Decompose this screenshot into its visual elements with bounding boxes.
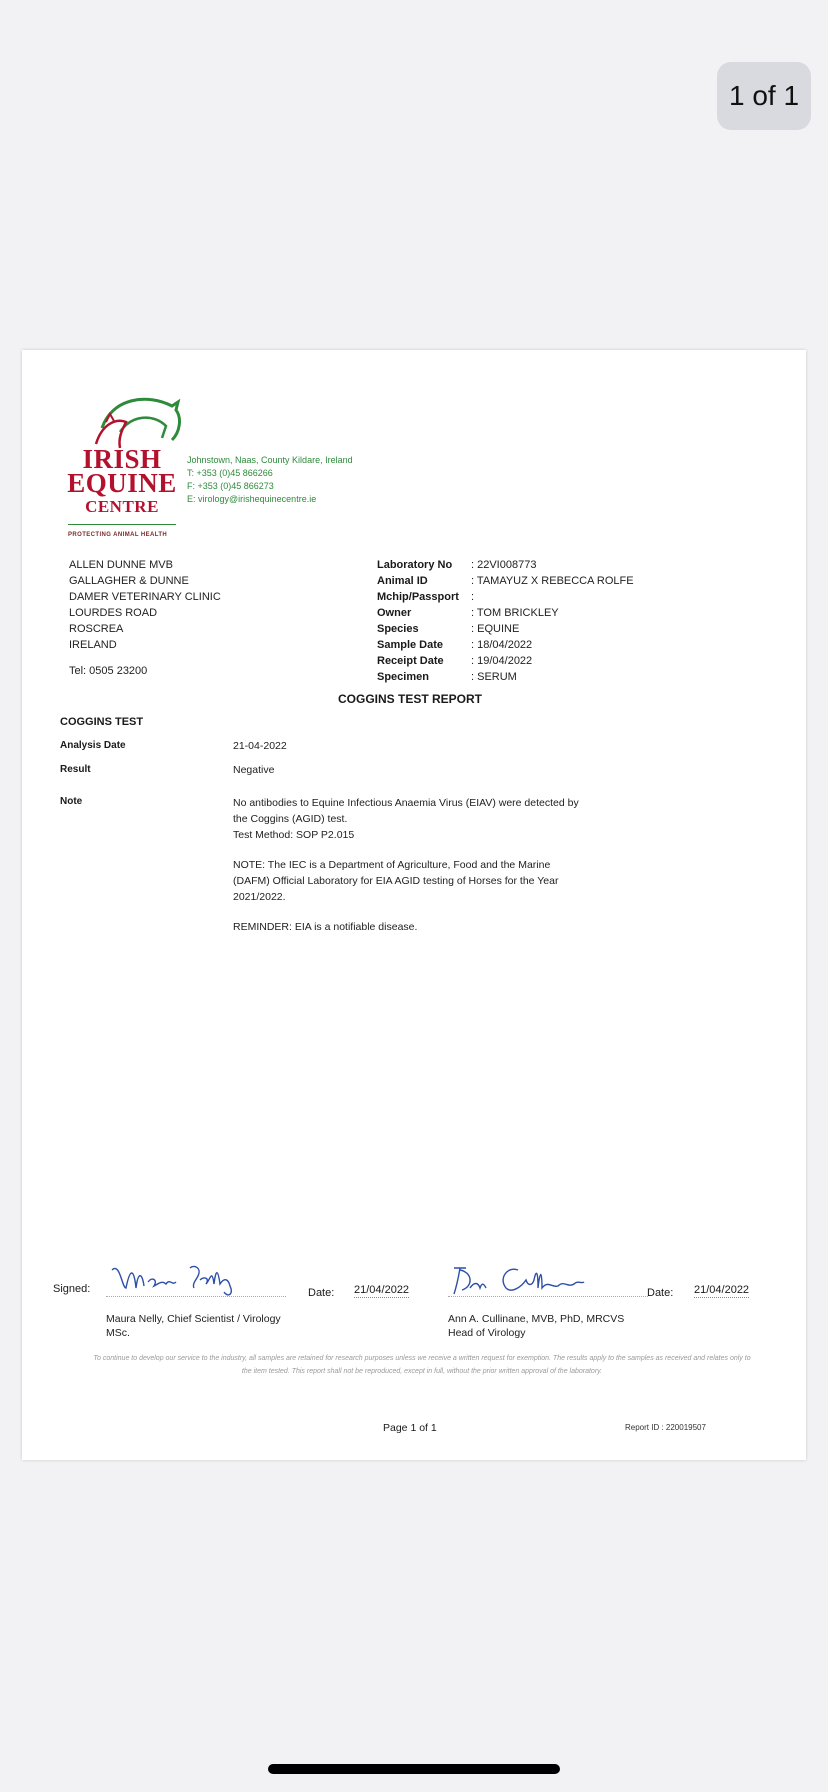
detail-row	[377, 637, 634, 653]
detail-label: Animal ID	[377, 575, 428, 587]
detail-value: : TAMAYUZ X REBECCA ROLFE	[471, 575, 634, 587]
detail-value: : 18/04/2022	[471, 639, 533, 651]
note-paragraph: REMINDER: EIA is a notifiable disease.	[233, 921, 418, 933]
detail-value: : SERUM	[471, 671, 517, 683]
signer-left	[106, 1312, 281, 1340]
date-value-left: 21/04/2022	[354, 1284, 410, 1296]
signature-right	[448, 1260, 628, 1300]
signer-right	[448, 1312, 624, 1340]
note-text	[233, 795, 633, 949]
signature-line	[448, 1296, 648, 1297]
section-title: COGGINS TEST	[60, 716, 144, 728]
signer-left-name: Maura Nelly, Chief Scientist / Virology	[106, 1313, 281, 1325]
contact-email: E: virology@irishequinecentre.ie	[187, 494, 317, 504]
address-line: GALLAGHER & DUNNE	[69, 575, 189, 587]
logo-word-equine: EQUINE	[67, 468, 177, 498]
signature-left	[106, 1258, 256, 1300]
analysis-date-value: 21-04-2022	[233, 740, 287, 752]
detail-label: Species	[377, 623, 419, 635]
address-line: DAMER VETERINARY CLINIC	[69, 591, 221, 603]
note-paragraph: No antibodies to Equine Infectious Anaemia Virus (EIAV) were detected by the Coggins (AGID) test. Test Method: SOP P2.015	[233, 797, 579, 841]
detail-label: Receipt Date	[377, 655, 444, 667]
logo-word-centre: CENTRE	[85, 497, 159, 516]
detail-row	[377, 669, 634, 685]
signed-label: Signed:	[53, 1283, 91, 1295]
detail-label: Specimen	[377, 671, 429, 683]
logo-divider	[68, 524, 176, 525]
footer-page-number: Page 1 of 1	[383, 1422, 437, 1434]
document-page	[22, 350, 806, 1460]
address-line: ROSCREA	[69, 623, 124, 635]
signer-left-degree: MSc.	[106, 1327, 130, 1339]
contact-fax: F: +353 (0)45 866273	[187, 481, 274, 491]
signer-right-title: Head of Virology	[448, 1327, 526, 1339]
logo-word-irish: IRISH	[82, 444, 162, 474]
detail-label: Owner	[377, 607, 412, 619]
detail-value: : TOM BRICKLEY	[471, 607, 559, 619]
page-indicator[interactable]: 1 of 1	[717, 62, 811, 130]
contact-address: Johnstown, Naas, County Kildare, Ireland	[187, 455, 353, 465]
detail-row	[377, 589, 634, 605]
detail-value: :	[471, 591, 475, 603]
detail-value: : 19/04/2022	[471, 655, 533, 667]
date-label-right: Date:	[647, 1287, 674, 1299]
result-value: Negative	[233, 764, 275, 776]
footer-report-id: Report ID : 220019507	[625, 1423, 706, 1432]
detail-label: Sample Date	[377, 639, 444, 651]
note-paragraph: NOTE: The IEC is a Department of Agriculture, Food and the Marine (DAFM) Official Laboratory for EIA AGID testing of Horses for the Year 2021/2022.	[233, 859, 559, 903]
analysis-date-label: Analysis Date	[60, 740, 126, 751]
result-label: Result	[60, 764, 91, 775]
date-label-left: Date:	[308, 1287, 335, 1299]
signature-line	[106, 1296, 286, 1297]
detail-row	[377, 557, 634, 573]
recipient-address	[69, 557, 221, 653]
detail-row	[377, 653, 634, 669]
report-title: COGGINS TEST REPORT	[338, 692, 483, 706]
address-line: IRELAND	[69, 639, 117, 651]
detail-row	[377, 573, 634, 589]
disclaimer: To continue to develop our service to the industry, all samples are retained for research purposes unless we receive a written request for exemption. The results apply to the samples as received and relates only to the item tested. This report shall not be reproduced, except in full, without the prior written approval of the laboratory.	[93, 1355, 751, 1375]
contact-block	[187, 454, 353, 506]
detail-label: Laboratory No	[377, 559, 453, 571]
date-value-right: 21/04/2022	[694, 1284, 750, 1296]
signer-right-name: Ann A. Cullinane, MVB, PhD, MRCVS	[448, 1313, 625, 1325]
detail-row	[377, 605, 634, 621]
detail-row	[377, 621, 634, 637]
contact-phone: T: +353 (0)45 866266	[187, 468, 273, 478]
logo-tagline: PROTECTING ANIMAL HEALTH	[68, 532, 168, 538]
note-label: Note	[60, 796, 83, 807]
address-line: LOURDES ROAD	[69, 607, 158, 619]
detail-label: Mchip/Passport	[377, 591, 459, 603]
address-line: ALLEN DUNNE MVB	[69, 559, 173, 571]
horse-logo-icon	[92, 388, 192, 450]
detail-value: : EQUINE	[471, 623, 520, 635]
sample-details	[377, 557, 634, 685]
recipient-tel: Tel: 0505 23200	[69, 665, 148, 677]
detail-value: : 22VI008773	[471, 559, 537, 571]
home-indicator[interactable]	[268, 1764, 560, 1774]
